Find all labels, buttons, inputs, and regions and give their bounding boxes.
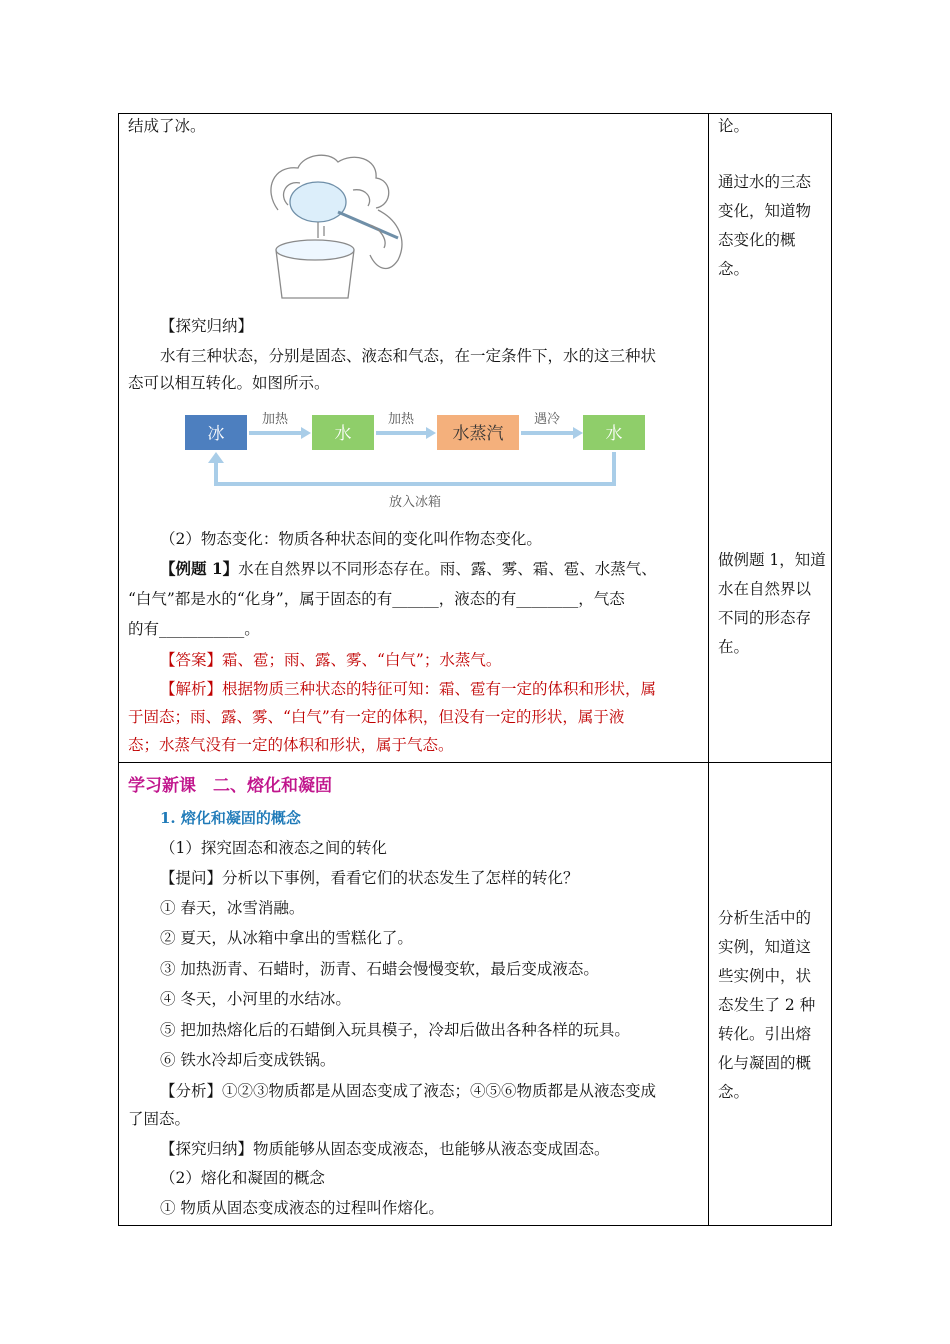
list-item: ④ 冬天，小河里的水结冰。 [160,990,351,1008]
list-item: ② 夏天，从冰箱中拿出的雪糕化了。 [160,929,413,947]
list-item: ⑥ 铁水冷却后变成铁锅。 [160,1051,336,1069]
box-steam-label: 水蒸汽 [452,424,504,443]
spoon-steam-illustration [258,150,418,300]
text-line: 结成了冰。 [128,117,206,135]
subsection-title: 1. 熔化和凝固的概念 [160,809,301,827]
arrow-label-cool: 遇冷 [533,411,561,426]
text-line: （1）探究固态和液态之间的转化 [160,839,387,857]
state-change-diagram [180,405,650,515]
summary-line-1: 水有三种状态，分别是固态、液态和气态，在一定条件下，水的这三种状 [160,347,657,365]
example-line-3: 的有___________。 [128,620,260,638]
summary-heading: 【探究归纳】 [160,317,254,335]
text-line: 了固态。 [128,1110,191,1128]
example-line-1 [160,559,732,579]
box-water-2-label: 水 [605,424,623,443]
box-ice-label: 冰 [207,424,225,443]
text-line: 【探究归纳】物质能够从固态变成液态，也能够从液态变成固态。 [160,1140,610,1158]
summary-line-2: 态可以相互转化。如图所示。 [128,374,330,392]
side-note-d: 分析生活中的实例，知道这些实例中，状态发生了 2 种转化。引出熔化与凝固的概念。 [718,909,816,1101]
text-line: 【分析】①②③物质都是从固态变成了液态；④⑤⑥物质都是从液态变成 [160,1082,657,1100]
text-line: （2）熔化和凝固的概念 [160,1169,325,1187]
text-line: 【提问】分析以下事例，看看它们的状态发生了怎样的转化？ [160,869,579,887]
side-note-c: 做例题 1，知道水在自然界以不同的形态存在。 [718,551,826,656]
arrow-label-heat: 加热 [261,411,289,426]
definition-line: （2）物态变化：物质各种状态间的变化叫作物态变化。 [160,530,542,548]
list-item: ① 春天，冰雪消融。 [160,899,305,917]
arrow-label-fridge: 放入冰箱 [388,494,442,509]
list-item: ⑤ 把加热熔化后的石蜡倒入玩具模子，冷却后做出各种各样的玩具。 [160,1021,630,1039]
analysis-line-1: 【解析】根据物质三种状态的特征可知：霜、雹有一定的体积和形状，属 [160,680,657,698]
example-text: 水在自然界以不同形态存在。雨、露、雾、霜、雹、水蒸气、 [238,560,657,578]
example-label: 【例题 1】 [160,559,239,578]
side-note-a: 论。 [718,117,750,135]
box-water-label: 水 [334,424,352,443]
arrow-label-heat-2: 加热 [387,411,415,426]
answer-line: 【答案】霜、雹；雨、露、雾、“白气”；水蒸气。 [160,651,502,669]
section-title: 学习新课 二、熔化和凝固 [128,776,332,796]
list-item: ③ 加热沥青、石蜡时，沥青、石蜡会慢慢变软，最后变成液态。 [160,960,599,978]
text-line: ① 物质从固态变成液态的过程叫作熔化。 [160,1199,444,1217]
analysis-line-3: 态；水蒸气没有一定的体积和形状，属于气态。 [128,736,454,754]
example-line-2: “白气”都是水的“化身”，属于固态的有______，液态的有________，气态 [128,590,625,608]
analysis-line-2: 于固态；雨、露、雾、“白气”有一定的体积，但没有一定的形状，属于液 [128,708,625,726]
side-note-b: 通过水的三态变化，知道物态变化的概念。 [718,173,812,278]
